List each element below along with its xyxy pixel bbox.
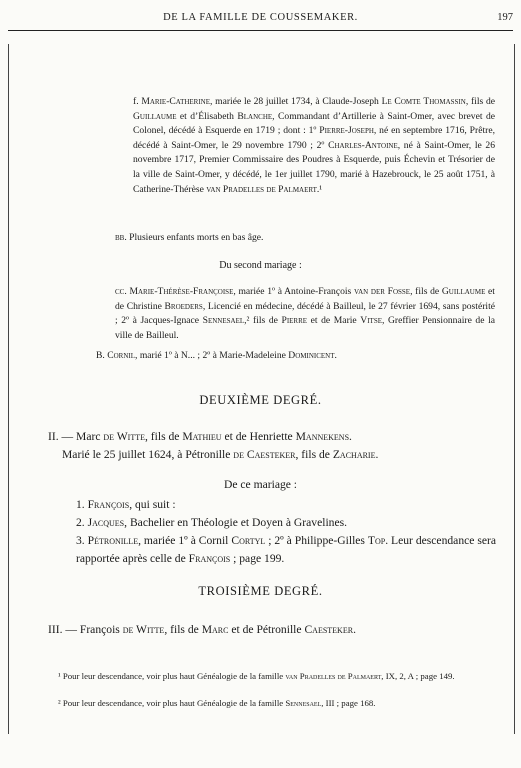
footnote-2 — [58, 697, 498, 710]
degree-label: III. — François — [48, 623, 123, 636]
deuxieme-degre-heading: DEUXIÈME DEGRÉ. — [199, 393, 322, 407]
person-name: Zacharie — [332, 447, 376, 461]
troisieme-degre-heading: TROISIÈME DEGRÉ. — [198, 584, 323, 598]
header-rule — [8, 30, 513, 31]
person-name: de Caesteker — [233, 447, 296, 461]
entry-text: et de Pétronille — [228, 623, 305, 636]
entry-text: , fils de — [145, 430, 183, 443]
person-name: Jacques — [87, 516, 125, 529]
entry-text: , fils de — [164, 623, 202, 636]
person-name: Broeders — [164, 300, 203, 312]
person-name: Sennesael — [285, 698, 322, 708]
person-name: Marc — [201, 623, 229, 636]
ce-mariage-caption: De ce mariage : — [223, 478, 298, 491]
entry-text: , mariée 1º à Cornil — [138, 534, 232, 547]
entry-text: . — [334, 350, 337, 361]
entry-text: . — [349, 430, 352, 443]
person-name: Pétronille — [87, 534, 139, 547]
child-2 — [76, 514, 496, 532]
person-name: de Witte — [103, 430, 145, 443]
person-name: Cornil — [107, 350, 136, 361]
person-name: Mannekens — [295, 430, 350, 443]
person-name: Guillaume — [133, 110, 177, 122]
list-number: 3. — [76, 534, 85, 547]
entry-text: . — [353, 623, 356, 636]
entry-text: , mariée le 28 juillet 1734, à Claude-Joseph — [210, 96, 382, 107]
person-name: Thomassin — [423, 96, 466, 107]
entry-text: . — [375, 447, 379, 461]
person-name: Sennesael — [202, 315, 245, 327]
person-name: Pierre-Joseph — [319, 125, 374, 137]
list-number: 2. — [76, 516, 85, 529]
entry-text: ,² fils de — [244, 315, 282, 327]
person-name: van Pradelles de Palmaert — [285, 671, 382, 681]
entry-text: , Licencié en médecine, décédé à Bailleul, le 27 février 1694, sans postérité ; 2º à Jacques-Ignace — [115, 300, 495, 327]
second-marriage-caption: Du second mariage : — [219, 260, 302, 271]
entry-text: , né en septembre 1716, Prêtre, décédé à Saint-Omer, le 29 novembre 1790 ; 2º — [133, 125, 495, 151]
entry-text: . Leur descendance sera rapportée après celle de — [76, 534, 496, 565]
entry-bb — [115, 231, 495, 246]
entry-label: cc. — [115, 286, 127, 297]
entry-text: ; page 199. — [230, 551, 285, 565]
entry-label: bb. — [115, 232, 127, 243]
entry-text: , né à Saint-Omer, le 26 novembre 1717, Premier Commissaire des Poudres à Esquerde, puis Échevin et Trésorier de la ville de Saint-Omer, y décédé, le 1er juillet 1790, marié à Hazebrouck, le 25 août 1751, à Catherine-Thérèse — [133, 139, 496, 195]
entry-text: et d’Élisabeth — [176, 110, 238, 122]
person-name: François — [188, 551, 231, 565]
degree-ii-entry — [48, 428, 498, 463]
person-name: Blanche — [237, 110, 273, 122]
person-name: Vitse — [360, 315, 382, 327]
entry-text: et de Marie — [307, 315, 361, 327]
child-1 — [76, 496, 496, 514]
person-name: François — [87, 498, 130, 511]
entry-cc — [115, 285, 495, 343]
child-3 — [76, 532, 496, 567]
entry-label: B. — [96, 350, 105, 361]
entry-f-marie-catherine — [133, 95, 495, 197]
person-name: Marie-Thérèse-Françoise — [129, 286, 234, 297]
entry-text: .¹ — [316, 183, 323, 195]
entry-text: , Commandant d’Artillerie à Saint-Omer, avec brevet de Colonel, décédé à Esquerde en 1719 ; dont : 1º — [133, 110, 495, 137]
entry-text: , mariée 1º à Antoine-François — [233, 286, 354, 297]
entry-text: et de Christine — [115, 286, 495, 312]
entry-text: , qui suit : — [129, 498, 176, 511]
entry-text: Plusieurs enfants morts en bas âge. — [126, 232, 264, 243]
person-name: Marie-Catherine — [141, 96, 211, 107]
degree-iii-entry — [48, 621, 498, 639]
list-number: 1. — [76, 498, 85, 511]
entry-text: , fils de — [410, 286, 442, 297]
entry-text: , marié 1º à N... ; 2º à Marie-Madeleine — [135, 350, 289, 361]
entry-text: , fils de — [465, 96, 495, 107]
degree-label: II. — Marc — [48, 430, 104, 443]
footnote-text: ² Pour leur descendance, voir plus haut Généalogie de la famille — [58, 698, 286, 708]
entry-label: f. — [133, 96, 139, 107]
entry-b-cornil — [96, 349, 496, 364]
entry-text: , fils de — [295, 447, 333, 461]
person-name: Dominicent — [288, 350, 335, 361]
entry-text: , Bachelier en Théologie et Doyen à Gravelines. — [124, 516, 348, 529]
person-name: Cortyl — [231, 534, 266, 547]
person-name: Le Comte — [381, 96, 421, 107]
footnote-text: , IX, 2, A ; page 149. — [381, 671, 455, 681]
footnote-text: , III ; page 168. — [321, 698, 376, 708]
footnote-text: ¹ Pour leur descendance, voir plus haut Généalogie de la famille — [58, 671, 286, 681]
entry-text: , Greffier Pensionnaire de la ville de Bailleul. — [115, 315, 495, 341]
person-name: van Pradelles de Palmaert — [206, 183, 317, 195]
person-name: Mathieu — [182, 430, 222, 443]
person-name: Caesteker — [304, 623, 354, 636]
person-name: Charles-Antoine — [328, 139, 398, 151]
person-name: Pierre — [281, 315, 308, 327]
person-name: Top — [367, 534, 386, 547]
person-name: de Witte — [122, 623, 165, 636]
person-name: Guillaume — [441, 286, 486, 297]
person-name: van der Fosse — [353, 286, 411, 297]
running-title: DE LA FAMILLE DE COUSSEMAKER. — [163, 12, 358, 23]
page-number: 197 — [497, 12, 513, 23]
entry-text: et de Henriette — [221, 430, 296, 443]
entry-text: ; 2º à Philippe-Gilles — [265, 534, 368, 547]
entry-text: Marié le 25 juillet 1624, à Pétronille — [62, 447, 234, 461]
footnote-1 — [58, 670, 498, 683]
